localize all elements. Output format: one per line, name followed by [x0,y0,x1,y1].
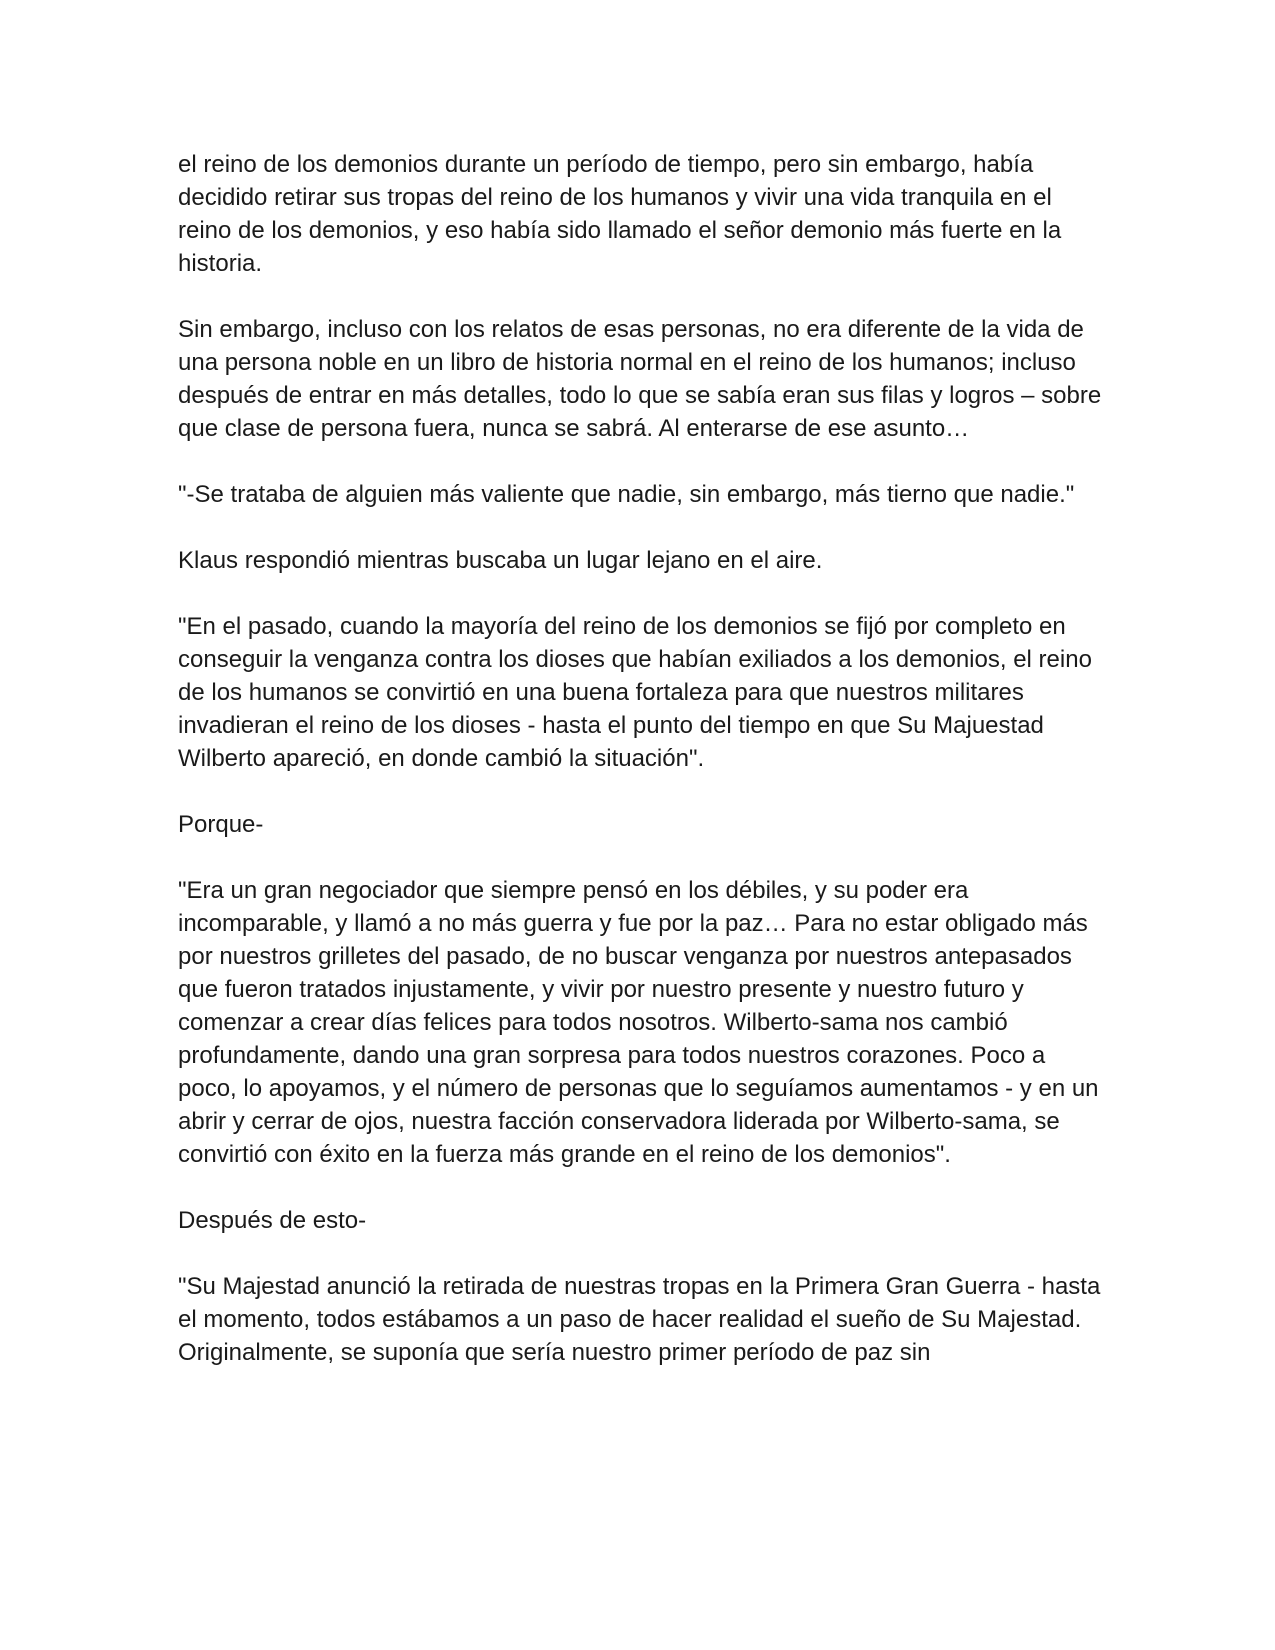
paragraph: "En el pasado, cuando la mayoría del reino de los demonios se fijó por completo en conseguir la venganza contra los dioses que habían exiliados a los demonios, el reino de los humanos se convirtió en una buena fortaleza para que nuestros militares invadieran el reino de los dioses - hasta el punto del tiempo en que Su Majuestad Wilberto apareció, en donde cambió la situación". [178,613,1092,772]
paragraph: el reino de los demonios durante un período de tiempo, pero sin embargo, había decidido retirar sus tropas del reino de los humanos y vivir una vida tranquila en el reino de los demonios, y eso había sido llamado el señor demonio más fuerte en la historia. [178,151,1062,277]
paragraph: "Su Majestad anunció la retirada de nuestras tropas en la Primera Gran Guerra - hasta el momento, todos estábamos a un paso de hacer realidad el sueño de Su Majestad. Originalmente, se suponía que sería nuestro primer período de paz sin [178,1273,1101,1366]
document-body [178,148,1108,1369]
paragraph: Porque- [178,811,264,838]
paragraph: Klaus respondió mientras buscaba un lugar lejano en el aire. [178,547,823,574]
paragraph: Sin embargo, incluso con los relatos de esas personas, no era diferente de la vida de una persona noble en un libro de historia normal en el reino de los humanos; incluso después de entrar en más detalles, todo lo que se sabía eran sus filas y logros – sobre que clase de persona fuera, nunca se sabrá. Al enterarse de ese asunto… [178,316,1102,442]
paragraph: Después de esto- [178,1207,367,1234]
paragraph: "-Se trataba de alguien más valiente que nadie, sin embargo, más tierno que nadie." [178,481,1075,508]
paragraph: "Era un gran negociador que siempre pensó en los débiles, y su poder era incomparable, y llamó a no más guerra y fue por la paz… Para no estar obligado más por nuestros grilletes del pasado, de no buscar venganza por nuestros antepasados que fueron tratados injustamente, y vivir por nuestro presente y nuestro futuro y comenzar a crear días felices para todos nosotros. Wilberto-sama nos cambió profundamente, dando una gran sorpresa para todos nuestros corazones. Poco a poco, lo apoyamos, y el número de personas que lo seguíamos aumentamos - y en un abrir y cerrar de ojos, nuestra facción conservadora liderada por Wilberto-sama, se convirtió con éxito en la fuerza más grande en el reino de los demonios". [178,877,1099,1168]
